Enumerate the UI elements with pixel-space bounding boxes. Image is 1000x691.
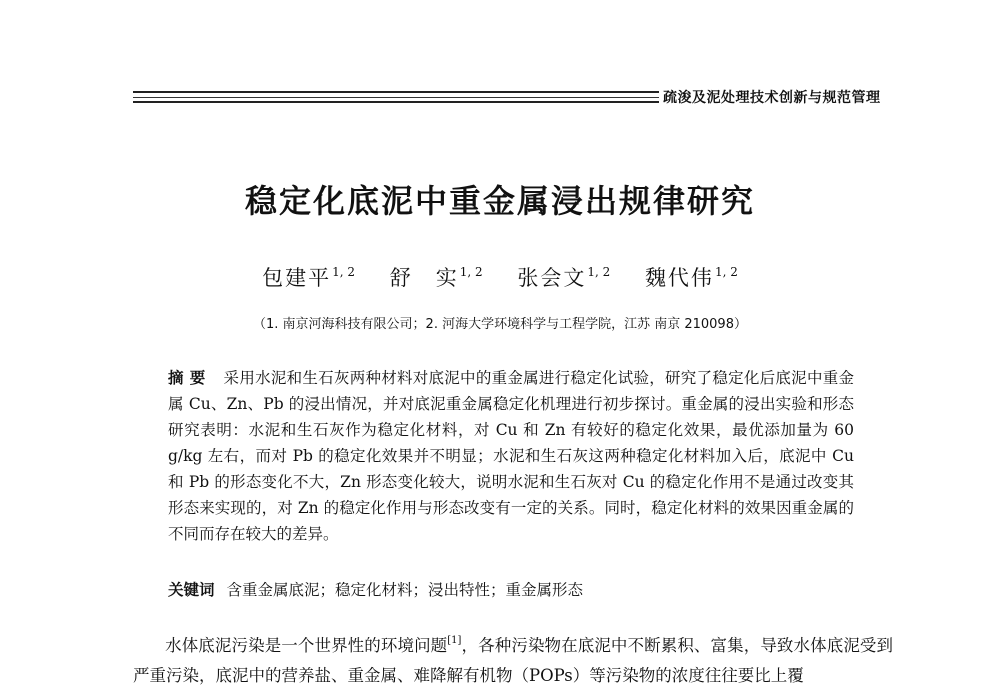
- rule-line-middle: [133, 97, 659, 98]
- rule-line-bottom: [133, 101, 659, 103]
- running-head: 疏浚及泥处理技术创新与规范管理: [663, 90, 881, 106]
- author-name: 舒 实: [389, 266, 459, 290]
- author-name: 包建平: [262, 266, 332, 290]
- keywords-label: 关键词: [168, 581, 215, 599]
- author-name: 张会文: [517, 266, 587, 290]
- author: [645, 262, 738, 292]
- body-paragraph: [133, 626, 893, 691]
- header-rule: [133, 91, 659, 103]
- affiliation: （1. 南京河海科技有限公司；2. 河海大学环境科学与工程学院，江苏 南京 210098）: [253, 317, 747, 332]
- abstract: [168, 365, 854, 547]
- author-affiliation-mark: 1, 2: [714, 265, 738, 279]
- keywords-text: 含重金属底泥；稳定化材料；浸出特性；重金属形态: [226, 581, 584, 599]
- author-list: [0, 262, 1000, 292]
- author: [390, 262, 483, 292]
- author: [262, 262, 355, 292]
- rule-line-top: [133, 91, 659, 93]
- body-text-part2: ，各种污染物在底泥中不断累积、富集，导致水体底泥受到严重污染，底泥中的营养盐、重金属、难降解有机物（POPs）等污染物的浓度往往要比上覆: [133, 636, 894, 685]
- author-affiliation-mark: 1, 2: [459, 265, 483, 279]
- keywords: [168, 578, 858, 600]
- author: [517, 262, 610, 292]
- author-affiliation-mark: 1, 2: [332, 265, 356, 279]
- body-text-part1: 水体底泥污染是一个世界性的环境问题: [165, 636, 448, 655]
- paper-title: 稳定化底泥中重金属浸出规律研究: [244, 182, 755, 220]
- abstract-label: 摘要: [168, 369, 212, 387]
- author-name: 魏代伟: [644, 266, 714, 290]
- abstract-text: 采用水泥和生石灰两种材料对底泥中的重金属进行稳定化试验，研究了稳定化后底泥中重金属 Cu、Zn、Pb 的浸出情况，并对底泥重金属稳定化机理进行初步探讨。重金属的浸出实验和形态研究表明：水泥和生石灰作为稳定化材料，对 Cu 和 Zn 有较好的稳定化效果，最优添加量为 60 g/kg 左右，而对 Pb 的稳定化效果并不明显；水泥和生石灰这两种稳定化材料加入后，底泥中 Cu 和 Pb 的形态变化不大，Zn 形态变化较大，说明水泥和生石灰对 Cu 的稳定化作用不是通过改变其形态来实现的，对 Zn 的稳定化作用与形态改变有一定的关系。同时，稳定化材料的效果因重金属的不同而存在较大的差异。: [168, 369, 854, 543]
- citation-marker: [1]: [447, 635, 462, 646]
- author-affiliation-mark: 1, 2: [587, 265, 611, 279]
